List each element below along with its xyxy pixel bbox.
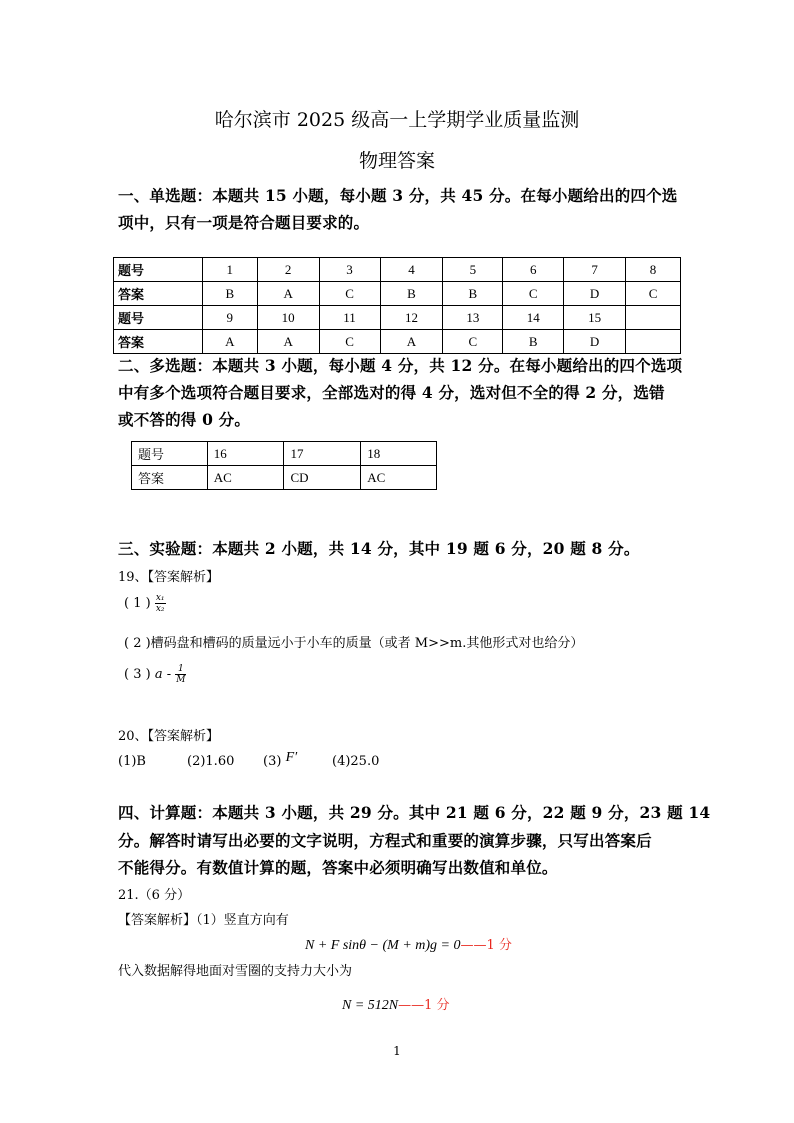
table-row xyxy=(114,306,681,330)
page-title: 哈尔滨市 2025 级高一上学期学业质量监测 xyxy=(214,109,580,131)
cell-answer xyxy=(626,330,681,354)
row-label-number: 题号 xyxy=(114,306,203,330)
q20-answer-1: (1)B xyxy=(118,754,146,769)
page-number: 1 xyxy=(393,1044,401,1058)
section4-heading-line1: 四、计算题：本题共 3 小题，共 29 分。其中 21 题 6 分，22 题 9 分，23 题 14 xyxy=(118,803,711,822)
cell-answer: A xyxy=(257,330,319,354)
table-row xyxy=(114,282,681,306)
q19-part3-prefix: ( 3 ) xyxy=(124,667,151,682)
cell-answer: C xyxy=(626,282,681,306)
q21-label: 21.（6 分） xyxy=(118,888,191,903)
fraction-numerator: 1 xyxy=(175,664,186,675)
q19-part1 xyxy=(124,593,166,614)
score-mark: ——1 分 xyxy=(460,938,512,953)
cell-answer: C xyxy=(443,330,503,354)
cell-number: 13 xyxy=(443,306,503,330)
fraction xyxy=(155,593,166,614)
cell-number: 9 xyxy=(202,306,257,330)
section2-answer-table xyxy=(131,441,437,490)
fraction xyxy=(175,664,186,685)
score-mark: ——1 分 xyxy=(398,998,450,1013)
q21-intro: 【答案解析】（1）竖直方向有 xyxy=(118,913,289,928)
cell-answer: AC xyxy=(207,466,284,490)
cell-answer: D xyxy=(564,282,626,306)
cell-answer: A xyxy=(257,282,319,306)
cell-answer: C xyxy=(319,282,380,306)
row-label-number: 题号 xyxy=(114,258,203,282)
cell-answer: B xyxy=(443,282,503,306)
section2-heading-line3: 或不答的得 0 分。 xyxy=(118,410,251,429)
section2-heading-line2: 中有多个选项符合题目要求，全部选对的得 4 分，选对但不全的得 2 分，选错 xyxy=(118,383,665,402)
cell-number: 10 xyxy=(257,306,319,330)
table-row xyxy=(132,466,437,490)
fraction-denominator: M xyxy=(176,675,186,685)
cell-answer: D xyxy=(564,330,626,354)
cell-number xyxy=(626,306,681,330)
cell-number: 12 xyxy=(380,306,443,330)
table-row xyxy=(114,330,681,354)
equation-2 xyxy=(342,994,450,1014)
cell-number: 7 xyxy=(564,258,626,282)
cell-number: 14 xyxy=(503,306,564,330)
section3-heading: 三、实验题：本题共 2 小题，共 14 分，其中 19 题 6 分，20 题 8 分。 xyxy=(118,539,640,558)
cell-answer: AC xyxy=(361,466,437,490)
section1-answer-table xyxy=(113,257,681,354)
equation-1-body: N + F sinθ − (M + m)g = 0 xyxy=(305,938,461,953)
cell-answer: CD xyxy=(284,466,361,490)
q20-answer-3-prefix: (3) xyxy=(263,754,282,769)
cell-answer: B xyxy=(380,282,443,306)
page-subtitle: 物理答案 xyxy=(358,150,435,172)
cell-number: 16 xyxy=(207,442,284,466)
fraction-denominator: x₂ xyxy=(155,604,165,614)
table-row xyxy=(132,442,437,466)
cell-answer: A xyxy=(380,330,443,354)
q19-part3 xyxy=(124,664,186,685)
cell-number: 11 xyxy=(319,306,380,330)
equation-1 xyxy=(305,934,512,954)
row-label-answer: 答案 xyxy=(132,466,208,490)
row-label-answer: 答案 xyxy=(114,282,203,306)
q19-part2: ( 2 )槽码盘和槽码的质量远小于小车的质量（或者 M>>m.其他形式对也给分） xyxy=(124,636,584,651)
section4-heading-line3: 不能得分。有数值计算的题，答案中必须明确写出数值和单位。 xyxy=(118,858,558,877)
q19-part1-prefix: ( 1 ) xyxy=(124,596,151,611)
q20-answer-3-value: F′ xyxy=(285,750,298,765)
cell-number: 5 xyxy=(443,258,503,282)
section4-heading-line2: 分。解答时请写出必要的文字说明，方程式和重要的演算步骤，只写出答案后 xyxy=(118,831,652,850)
cell-answer: C xyxy=(503,282,564,306)
q20-label: 20、【答案解析】 xyxy=(118,729,220,744)
section2-heading-line1: 二、多选题：本题共 3 小题，每小题 4 分，共 12 分。在每小题给出的四个选项 xyxy=(118,356,683,375)
cell-number: 2 xyxy=(257,258,319,282)
q20-answer-2: (2)1.60 xyxy=(187,754,235,769)
row-label-answer: 答案 xyxy=(114,330,203,354)
q19-label: 19、【答案解析】 xyxy=(118,570,220,585)
q19-part3-expr: a - xyxy=(154,667,172,682)
row-label-number: 题号 xyxy=(132,442,208,466)
q20-answer-4: (4)25.0 xyxy=(332,754,380,769)
cell-number: 17 xyxy=(284,442,361,466)
equation-2-body: N = 512N xyxy=(342,998,399,1013)
fraction-numerator: x₁ xyxy=(155,593,165,603)
cell-answer: B xyxy=(503,330,564,354)
cell-number: 18 xyxy=(361,442,437,466)
section1-heading-line1: 一、单选题：本题共 15 小题，每小题 3 分，共 45 分。在每小题给出的四个选 xyxy=(118,186,678,205)
cell-number: 15 xyxy=(564,306,626,330)
cell-number: 4 xyxy=(380,258,443,282)
cell-number: 6 xyxy=(503,258,564,282)
q21-text2: 代入数据解得地面对雪圈的支持力大小为 xyxy=(118,964,353,979)
q20-answer-3 xyxy=(263,750,298,770)
cell-answer: A xyxy=(202,330,257,354)
cell-number: 1 xyxy=(202,258,257,282)
table-row xyxy=(114,258,681,282)
cell-number: 8 xyxy=(626,258,681,282)
cell-answer: C xyxy=(319,330,380,354)
section1-heading-line2: 项中，只有一项是符合题目要求的。 xyxy=(118,213,370,232)
cell-number: 3 xyxy=(319,258,380,282)
cell-answer: B xyxy=(202,282,257,306)
